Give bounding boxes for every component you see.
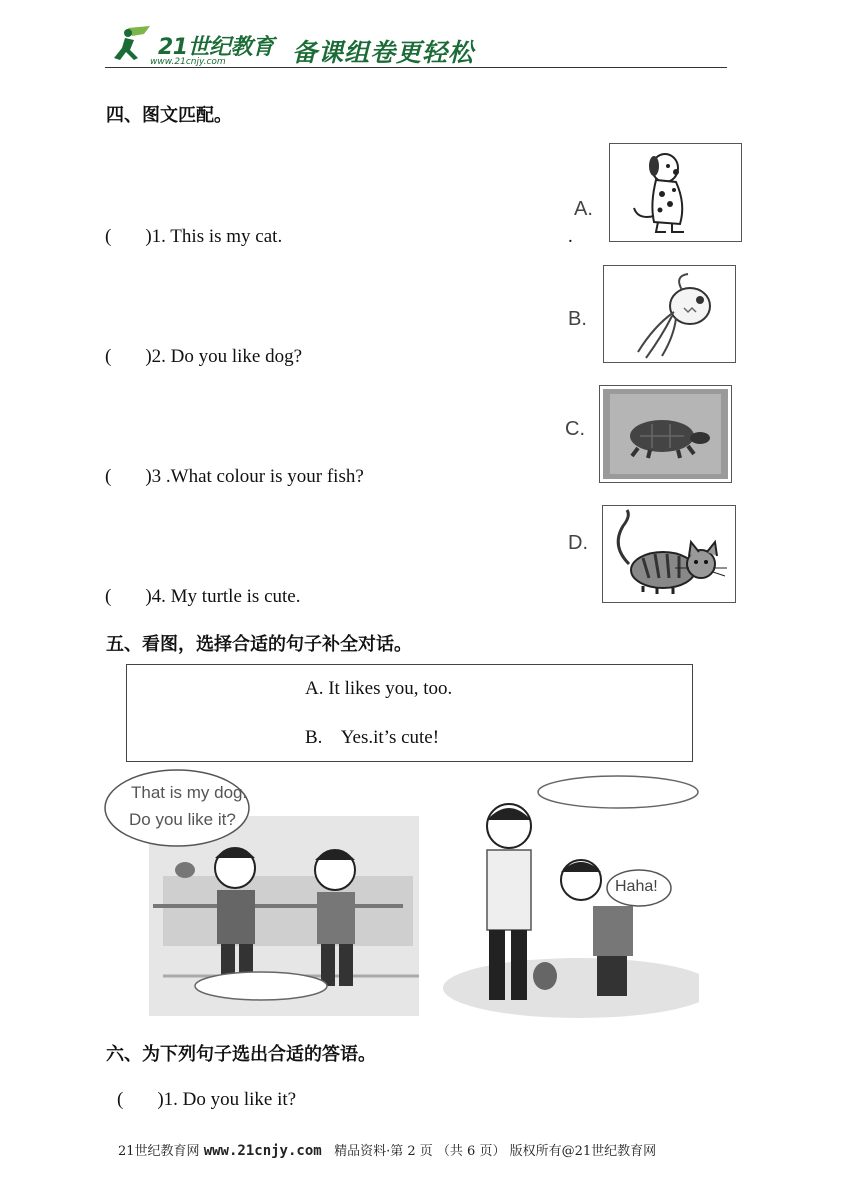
s6-question-1: ( )1. Do you like it? <box>117 1089 297 1110</box>
cat-picture-icon <box>602 505 736 603</box>
stray-dot: . <box>568 226 573 247</box>
section6-title: 六、为下列句子选出合适的答语。 <box>106 1044 376 1065</box>
brand-url: www.21cnjy.com <box>150 57 226 67</box>
pic-label-a: A. <box>574 198 593 220</box>
bubble-haha: Haha! <box>615 878 658 895</box>
brand-name: 21世纪教育 <box>158 35 274 60</box>
pic-label-c: C. <box>565 418 585 440</box>
footer-url: www.21cnjy.com <box>203 1143 322 1159</box>
s4-question-3: ( )3 .What colour is your fish? <box>105 466 364 487</box>
option-a: A. It likes you, too. <box>305 678 453 699</box>
header-divider <box>105 67 727 68</box>
dog-picture-icon <box>609 143 742 242</box>
goldfish-picture-icon <box>603 265 736 363</box>
s4-question-1: ( )1. This is my cat. <box>105 226 283 247</box>
footer-site: 21世纪教育网 <box>118 1144 200 1159</box>
section5-title: 五、看图，选择合适的句子补全对话。 <box>106 634 412 655</box>
s4-question-2: ( )2. Do you like dog? <box>105 346 303 367</box>
page-footer <box>118 1140 656 1159</box>
bubble1-line1: That is my dog. <box>131 783 248 802</box>
bubble1-line2: Do you like it? <box>129 810 236 829</box>
pic-label-b: B. <box>568 308 587 330</box>
logo-runner-icon <box>110 24 154 70</box>
section4-title: 四、图文匹配。 <box>106 105 232 126</box>
header-slogan: 备课组卷更轻松 <box>292 38 475 67</box>
option-b: B. Yes.it’s cute! <box>305 727 440 748</box>
footer-info: 精品资料·第 2 页 （共 6 页） 版权所有@21世纪教育网 <box>334 1144 657 1159</box>
pic-label-d: D. <box>568 532 588 554</box>
turtle-picture-icon <box>599 385 732 483</box>
s4-question-4: ( )4. My turtle is cute. <box>105 586 301 607</box>
answer-options-box <box>126 664 693 762</box>
dialogue-comic <box>103 766 699 1018</box>
